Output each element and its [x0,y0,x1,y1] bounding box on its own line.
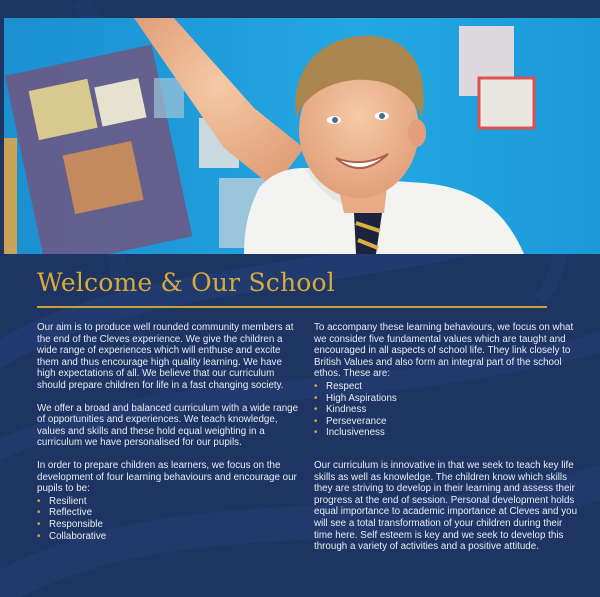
list-item: • Respect [314,381,579,393]
list-item: • Responsible [37,519,299,531]
list-item: • Collaborative [37,531,299,543]
learning-behaviours-paragraph: In order to prepare children as learners, we focus on the development of four learning behaviours and encourage our pupils to be: [37,459,297,495]
hero-photo [4,18,600,254]
innovative-curriculum-paragraph: Our curriculum is innovative in that we seek to teach key life skills as well as knowledge. The children know which skills they are striving to develop in their learning and assess their progress at the end of session. Personal development holds equal importance to academic importance at Cleves and you will see a total transformation of your children during their time here. Self esteem is key and we seek to develop this through a variety of activities and a positive attitude. [314,459,578,553]
list-item: • Inclusiveness [314,427,579,439]
list-item: • Kindness [314,404,579,416]
list-item: • High Aspirations [314,393,579,405]
list-item: • Resilient [37,496,299,508]
learning-behaviours-list [37,496,299,542]
values-paragraph: To accompany these learning behaviours, we focus on what we consider five fundamental values which are taught and encouraged in all aspects of school life. They link closely to British Values and also form an integral part of the school ethos. These are: [314,322,574,380]
intro-paragraph: Our aim is to produce well rounded community members at the end of the Cleves experience. We give the children a wide range of experiences which will enthuse and excite them and thus encourage high quality learning. We have high expectations of all. We believe that our curriculum should prepare children for life in a fast changing society. [37,322,294,391]
curriculum-paragraph: We offer a broad and balanced curriculum with a wide range of opportunities and experiences. We teach knowledge, values and skills and these hold equal weighting in a curriculum we have personalised for our pupils. [37,402,299,449]
list-item: • Perseverance [314,416,579,428]
left-column [37,322,299,553]
right-column [314,322,579,564]
list-item: • Reflective [37,507,299,519]
title-divider [37,306,547,308]
page-title: Welcome & Our School [37,268,335,297]
values-list [314,381,579,439]
